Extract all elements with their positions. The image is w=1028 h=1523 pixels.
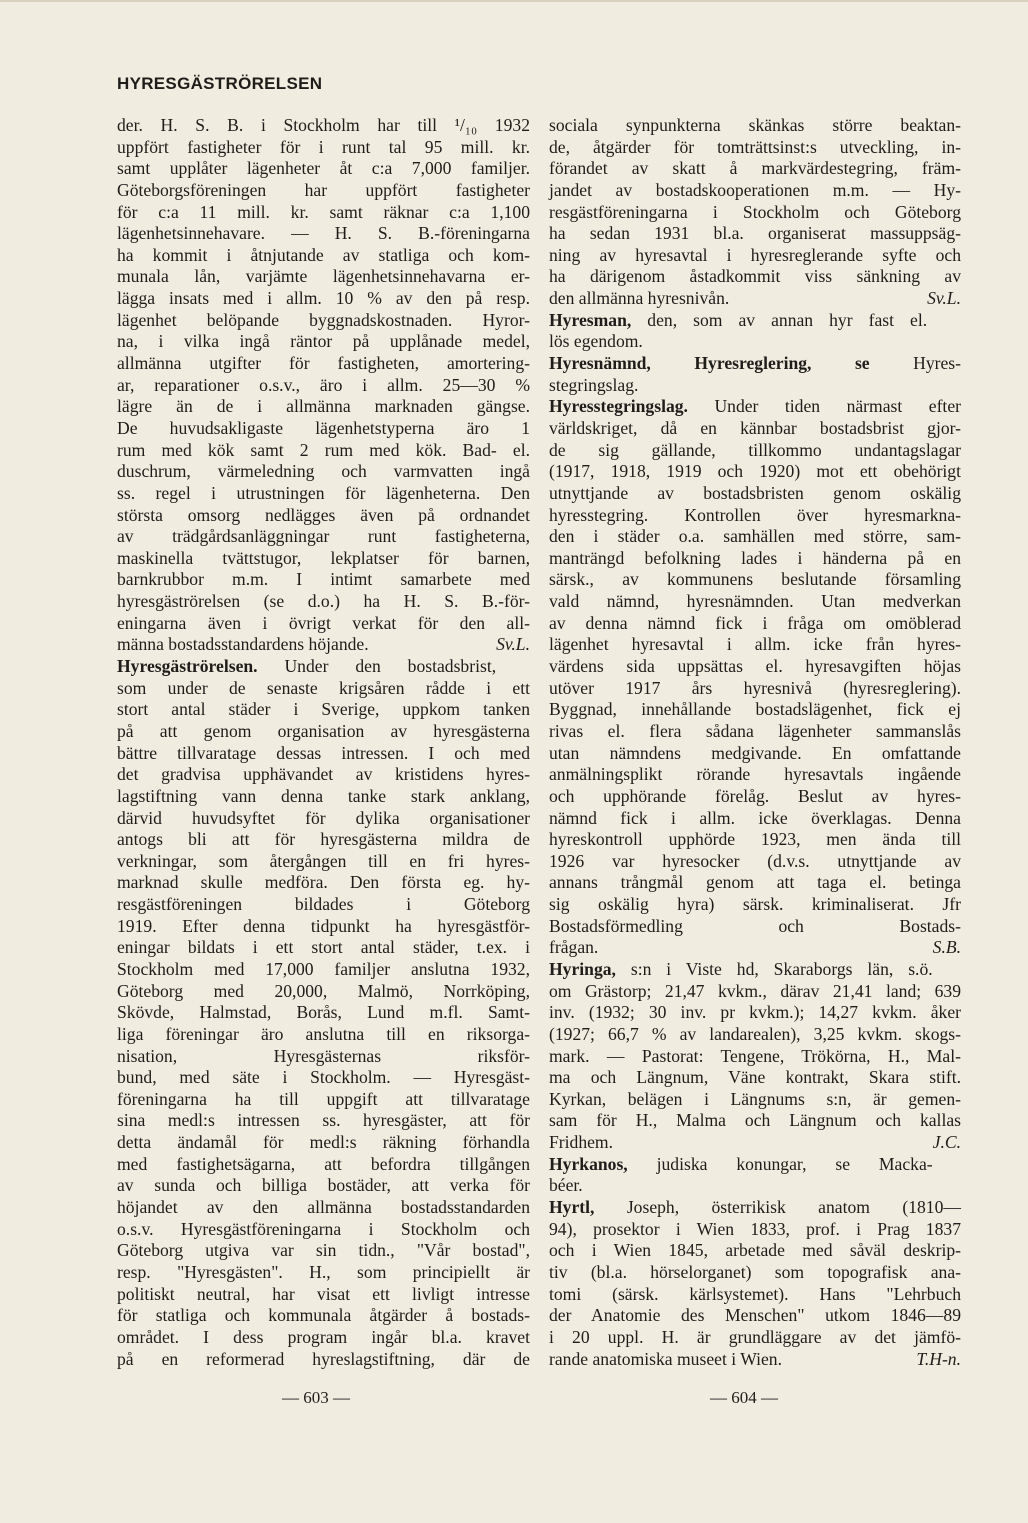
text-line: på en reformerad hyreslagstiftning, där de <box>117 1348 530 1369</box>
text-line: för statliga och kommunala åtgärder å bostads- <box>117 1305 530 1326</box>
text-line <box>549 396 961 418</box>
text-line: tiv (bl.a. hörselorganet) som topografisk ana- <box>549 1261 961 1282</box>
text-line: nisation, Hyresgästernas riksför- <box>117 1045 530 1066</box>
text-line: för c:a 11 mill. kr. samt räknar c:a 1,100 <box>117 201 530 222</box>
text-line: jandet av bostadskooperationen m.m. — Hy- <box>549 179 961 200</box>
text-line: av trädgårdsanläggningar runt fastigheterna, <box>117 526 530 547</box>
text-line: de sig gällande, tillkommo undantagslagar <box>549 439 961 460</box>
text-line: eningar bildats i ett stort antal städer, t.ex. i <box>117 937 530 958</box>
page-header: HYRESGÄSTRÖRELSEN <box>117 74 323 93</box>
text-line: vald nämnd, hyresnämnden. Utan medverkan <box>549 591 961 612</box>
text-line <box>549 353 961 375</box>
text-line: lös egendom. <box>549 331 643 352</box>
text-line: De huvudsakligaste lägenhetstyperna äro 1 <box>117 417 530 438</box>
entry-text: Under den bostadsbrist, <box>257 656 497 677</box>
entry-text: Joseph, österrikisk anatom (1810— <box>594 1197 961 1218</box>
text-line: sam för H., Malma och Längnum och kallas <box>549 1110 961 1131</box>
text-line: i 20 uppl. H. är grundläggare av det jämfö- <box>549 1326 961 1347</box>
text-line: höjandet av den allmänna bostadsstandarden <box>117 1197 530 1218</box>
right-column <box>549 115 961 1370</box>
text-line: uppfört fastigheter för i runt tal 95 mill. kr. <box>117 136 530 157</box>
text-line: därvid huvudsyftet för dylika organisationer <box>117 807 530 828</box>
text-line: de, åtgärder för tomträttsinst:s utveckling, in- <box>549 136 961 157</box>
text-line: av sunda och billiga bostäder, att verka för <box>117 1175 530 1196</box>
text-line: och upphörande förelåg. Beslut av hyres- <box>549 785 961 806</box>
text-line <box>549 1197 961 1219</box>
entry-text: judiska konungar, se Macka- <box>627 1153 933 1174</box>
text-line: allmänna utgifter för fastigheten, amortering- <box>117 353 530 374</box>
text-line <box>549 1349 961 1371</box>
author-signature: J.C. <box>932 1132 961 1153</box>
text-line: 94), prosektor i Wien 1833, prof. i Prag 1837 <box>549 1218 961 1239</box>
text-line <box>117 634 530 656</box>
text-line: Stockholm med 17,000 familjer anslutna 1932, <box>117 958 530 979</box>
text-line: resgästföreningen bildades i Göteborg <box>117 894 530 915</box>
text-line: och i Wien 1845, arbetade med såväl deskrip- <box>549 1240 961 1261</box>
text-line: värdens sida uppsättas el. hyresavgiften höjas <box>549 656 961 677</box>
text-line: politiskt neutral, har visat ett livligt intresse <box>117 1283 530 1304</box>
text-line: ss. regel i utrustningen för lägenheterna. Den <box>117 482 530 503</box>
entry-text: den allmänna hyresnivån. <box>549 288 730 309</box>
text-line: rum med kök samt 2 rum med kök. Bad- el. <box>117 439 530 460</box>
text-line: sina medl:s intressen ss. hyresgäster, att för <box>117 1110 530 1131</box>
text-line: särsk., av kommunens beslutande församling <box>549 569 961 590</box>
text-line: området. I dess program ingår bl.a. kravet <box>117 1326 530 1347</box>
entry-headword: Hyringa, <box>549 958 616 979</box>
text-line: resgästföreningarna i Stockholm och Göteborg <box>549 201 961 222</box>
text-line: ma och Längnum, Väne kontrakt, Skara stift. <box>549 1067 961 1088</box>
page-number-left: — 603 — <box>282 1388 350 1407</box>
text-line: 1926 var hyresocker (d.v.s. utnyttjande av <box>549 850 961 871</box>
text-line: duschrum, värmeledning och varmvatten ingå <box>117 461 530 482</box>
text-line: utnyttjande av bostadsbristen genom oskälig <box>549 482 961 503</box>
author-signature: S.B. <box>932 937 961 958</box>
text-line: lägenhet belöpande byggnadskostnaden. Hyror- <box>117 309 530 330</box>
text-line: Göteborg utgiva var sin tidn., "Vår bostad", <box>117 1240 530 1261</box>
text-line: liga föreningar äro anslutna till en riksorga- <box>117 1023 530 1044</box>
text-line: hyresgäströrelsen (se d.o.) ha H. S. B.-för- <box>117 591 530 612</box>
text-line: på att genom organisation av hyresgästerna <box>117 720 530 741</box>
text-line: maskinella tvättstugor, lekplatser för barnen, <box>117 547 530 568</box>
text-line: eningarna även i övrigt verkat för den all- <box>117 612 530 633</box>
text-line: bättre tillvaratage dessas intressen. I och med <box>117 742 530 763</box>
entry-text: rande anatomiska museet i Wien. <box>549 1348 782 1369</box>
text-line: det gradvisa upphävandet av kristidens hyres- <box>117 764 530 785</box>
text-line: inv. (1932; 30 inv. pr kvkm.); 14,27 kvkm. åker <box>549 1002 961 1023</box>
text-line: föreningarna ha till uppgift att tillvaratage <box>117 1088 530 1109</box>
text-line: Skövde, Halmstad, Borås, Lund m.fl. Samt- <box>117 1002 530 1023</box>
text-line: sociala synpunkterna skänkas större beaktan- <box>549 115 961 135</box>
text-line: nämnd fick i allm. icke överklagas. Denna <box>549 807 961 828</box>
text-line: hyreskontroll upphörde 1923, men ända till <box>549 829 961 850</box>
text-line: lägga insats med i allm. 10 % av den på resp. <box>117 288 530 309</box>
entry-headword: Hyrkanos, <box>549 1153 628 1174</box>
text-line: världskriget, då en kännbar bostadsbrist gjor- <box>549 417 961 438</box>
text-line: der. H. S. B. i Stockholm har till ¹/₁₀ 1932 <box>117 115 530 135</box>
text-line: antogs bli att för hyresgästerna mildra de <box>117 829 530 850</box>
text-line <box>117 656 530 678</box>
text-line: rivas el. flera sådana lägenheter sammanslås <box>549 720 961 741</box>
author-signature: T.H-n. <box>916 1348 961 1369</box>
text-line: med fastighetsägarna, att befordra tillgången <box>117 1153 530 1174</box>
text-line <box>549 310 961 332</box>
text-line: tomi (särsk. kärlsystemet). Hans "Lehrbuch <box>549 1283 961 1304</box>
text-line <box>549 1154 961 1176</box>
text-line: Bostadsförmedling och Bostads- <box>549 915 961 936</box>
text-line: o.s.v. Hyresgästföreningarna i Stockholm och <box>117 1218 530 1239</box>
text-line: Göteborg med 20,000, Malmö, Norrköping, <box>117 980 530 1001</box>
text-line: lägenhetsinnehavare. — H. S. B.-föreningarna <box>117 223 530 244</box>
text-line: sig oskälig hyra) särsk. kriminaliserat. Jfr <box>549 894 961 915</box>
text-line: som under de senaste krigsåren rådde i ett <box>117 677 530 698</box>
entry-headword: Hyresgäströrelsen. <box>117 656 258 677</box>
text-line: resp. "Hyresgästen". H., som principiellt är <box>117 1261 530 1282</box>
entry-text: männa bostadsstandardens höjande. <box>117 634 369 655</box>
text-line: (1927; 66,7 % av landarealen), 3,25 kvkm. skogs- <box>549 1023 961 1044</box>
text-line: bund, med säte i Stockholm. — Hyresgäst- <box>117 1067 530 1088</box>
text-line: barnkrubbor m.m. I intimt samarbete med <box>117 569 530 590</box>
text-line: verkningar, som återgången till en fri hyres- <box>117 850 530 871</box>
page-number-right: — 604 — <box>710 1388 778 1407</box>
entry-text: frågan. <box>549 937 599 958</box>
text-line: utan nämndens medgivande. En omfattande <box>549 742 961 763</box>
text-line <box>549 1132 961 1154</box>
text-line: ar, reparationer o.s.v., äro i allm. 25—30 % <box>117 374 530 395</box>
text-line: Kyrkan, belägen i Längnums s:n, är gemen- <box>549 1088 961 1109</box>
text-line <box>549 937 961 959</box>
text-line: detta ändamål för medl:s räkning förhandla <box>117 1132 530 1153</box>
author-signature: Sv.L. <box>496 634 530 655</box>
text-line: (1917, 1918, 1919 och 1920) mot ett obehörigt <box>549 461 961 482</box>
text-line: samt upplåter lägenheter åt c:a 7,000 familjer. <box>117 158 530 179</box>
text-line: na, i vilka ingå räntor på upplånade medel, <box>117 331 530 352</box>
text-line: ha därigenom åstadkommit viss sänkning av <box>549 266 961 287</box>
text-line: 1919. Efter denna tidpunkt ha hyresgästför- <box>117 915 530 936</box>
text-line: manträngd befolkning lades i händerna på en <box>549 547 961 568</box>
text-line: Göteborgsföreningen har uppfört fastigheter <box>117 179 530 200</box>
entry-text: Under tiden närmast efter <box>687 396 961 417</box>
text-line: om Grästorp; 21,47 kvkm., därav 21,41 land; 639 <box>549 980 961 1001</box>
text-line: förandet av skatt å markvärdestegring, främ- <box>549 158 961 179</box>
left-column <box>117 115 530 1370</box>
entry-headword: Hyresman, <box>549 309 632 330</box>
entry-headword: Hyresnämnd, Hyresreglering, se <box>549 353 870 374</box>
text-line: största omsorg nedlägges även på ordnandet <box>117 504 530 525</box>
text-line: ha sedan 1931 bl.a. organiserat massuppsäg- <box>549 223 961 244</box>
entry-text: den, som av annan hyr fast el. <box>631 309 928 330</box>
text-line: annans trångmål genom att taga el. betinga <box>549 872 961 893</box>
text-line: lagstiftning vann denna tanke stark anklang, <box>117 785 530 806</box>
text-line: den i städer o.a. samhällen med större, sam- <box>549 526 961 547</box>
text-line: marknad skulle medföra. Den första eg. hy- <box>117 872 530 893</box>
text-line: utöver 1917 års hyresnivå (hyresreglering). <box>549 677 961 698</box>
text-line: av denna nämnd fick i fråga om omöblerad <box>549 612 961 633</box>
text-line: hyresstegring. Kontrollen över hyresmarkna- <box>549 504 961 525</box>
entry-headword: Hyresstegringslag. <box>549 396 688 417</box>
text-line: stort antal städer i Sverige, uppkom tanken <box>117 699 530 720</box>
text-line: Byggnad, innehållande bostadslägenhet, fick ej <box>549 699 961 720</box>
text-line: munala lån, varjämte lägenhetsinnehavarna er- <box>117 266 530 287</box>
top-rule <box>0 0 1028 2</box>
text-line: der Anatomie des Menschen" utkom 1846—89 <box>549 1305 961 1326</box>
entry-text: Fridhem. <box>549 1132 614 1153</box>
text-line: ha kommit i åtnjutande av statliga och kom- <box>117 244 530 265</box>
text-line: anmälningsplikt rörande hyresavtals ingående <box>549 764 961 785</box>
text-line: ning av hyresavtal i hyresreglerande syfte och <box>549 244 961 265</box>
entry-text: s:n i Viste hd, Skaraborgs län, s.ö. <box>615 958 933 979</box>
text-line: béer. <box>549 1175 583 1196</box>
text-line <box>549 288 961 310</box>
text-line: stegringslag. <box>549 374 639 395</box>
text-line: lägre än de i allmänna marknaden gängse. <box>117 396 530 417</box>
text-line: lägenhet hyresavtal i allm. icke från hyres- <box>549 634 961 655</box>
text-line: mark. — Pastorat: Tengene, Trökörna, H., Mal- <box>549 1045 961 1066</box>
entry-headword: Hyrtl, <box>549 1197 595 1218</box>
entry-text: Hyres- <box>869 353 961 374</box>
text-line <box>549 959 961 981</box>
author-signature: Sv.L. <box>927 288 961 309</box>
